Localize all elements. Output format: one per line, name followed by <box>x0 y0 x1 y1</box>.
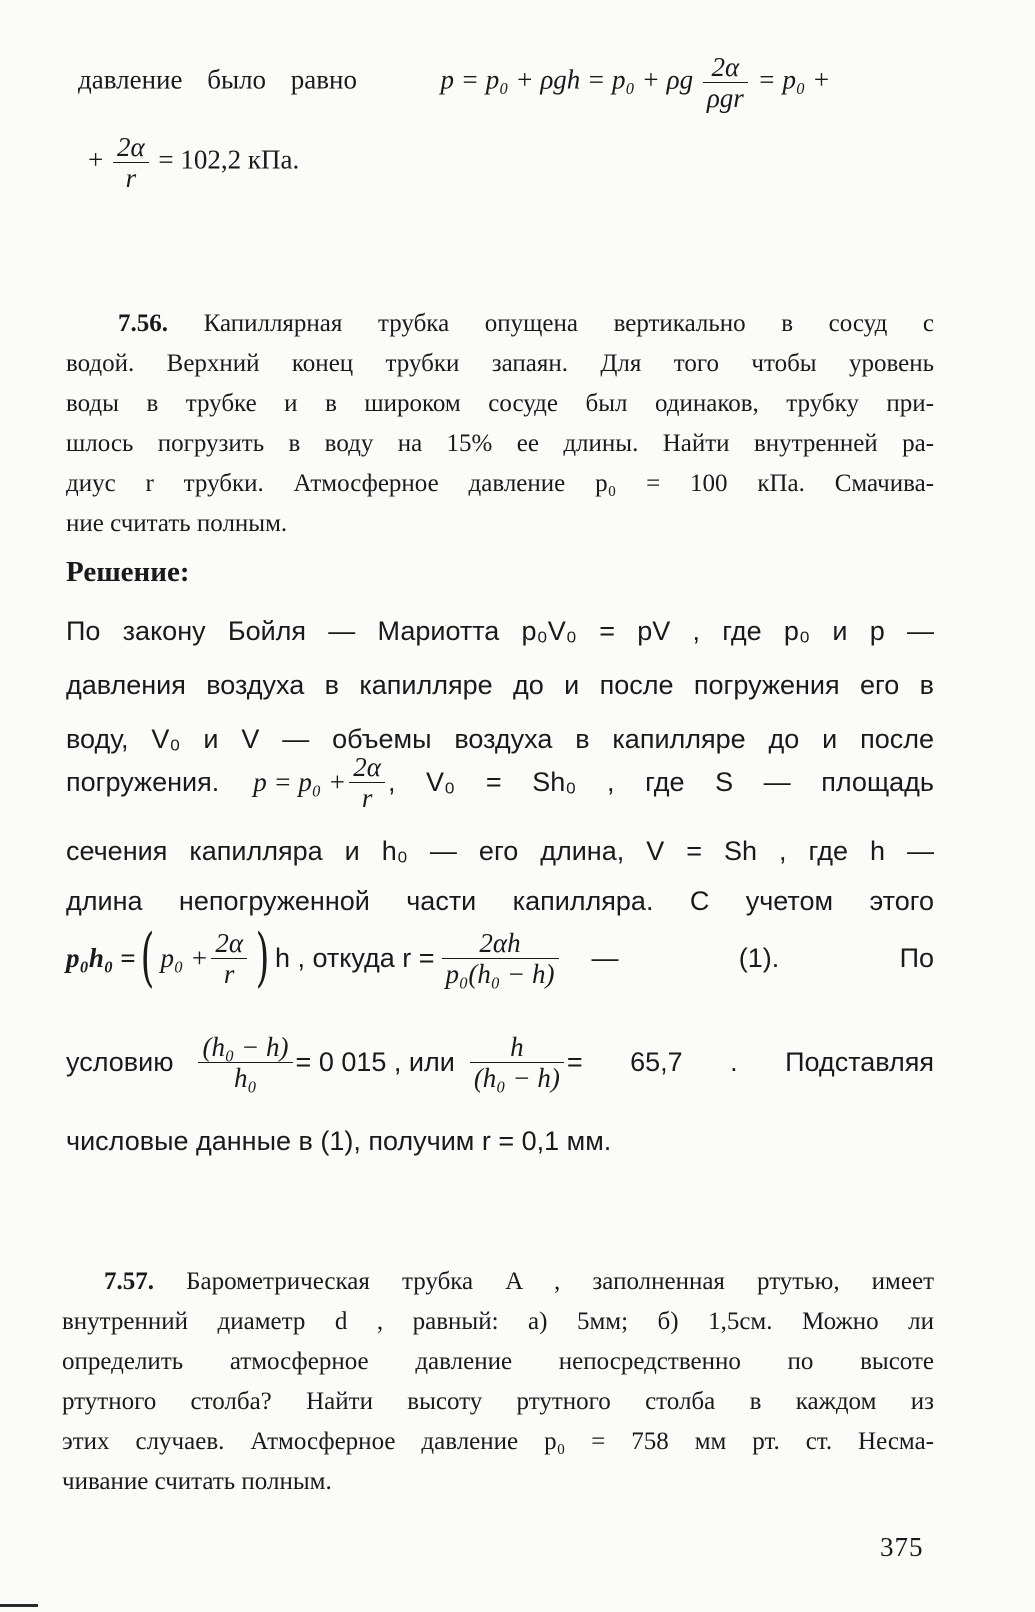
scan-artifact <box>0 1604 38 1607</box>
page-number: 375 <box>880 1532 924 1562</box>
solution-line-1: По закону Бойля — Мариотта p₀V₀ = pV , где p₀ и p — <box>66 616 934 646</box>
solution-line-9: числовые данные в (1), получим r = 0,1 мм. <box>66 1126 612 1156</box>
top-line-1-text: давление было равно <box>78 64 357 95</box>
top-line-2-result: = 102,2 кПа. <box>158 144 300 175</box>
problem-7-56-line-2: водой. Верхний конец трубки запаян. Для того чтобы уровень <box>66 350 934 377</box>
solution-line-6: длина непогруженной части капилляра. С учетом этого <box>66 886 934 916</box>
solution-body <box>66 604 934 766</box>
top-formula-tail: = p₀ + <box>757 64 831 95</box>
solution-line-3: воду, V₀ и V — объемы воздуха в капилляре до и после <box>66 724 934 754</box>
problem-7-57-line-2: внутренний диаметр d , равный: а) 5мм; б) 1,5см. Можно ли <box>62 1308 934 1335</box>
problem-7-57 <box>62 1262 934 1502</box>
solution-line-4: погружения. p = p₀ + $\frac{2\alpha}{r}$ , V₀ = Sh₀ , где S — площадь <box>66 752 934 813</box>
problem-7-56-line-6: ние считать полным. <box>66 510 288 537</box>
solution-line-5: сечения капилляра и h₀ — его длина, V = Sh , где h — <box>66 836 934 866</box>
problem-7-57-line-3: определить атмосферное давление непосредственно по высоте <box>62 1348 934 1375</box>
problem-7-56-line-3: воды в трубке и в широком сосуде был одинаков, трубку при- <box>66 390 934 417</box>
solution-heading: Решение: <box>66 556 190 588</box>
solution-body-2 <box>66 826 934 926</box>
solution-line-7-fraction: $\frac{2\alpha}{r}$ <box>211 928 247 989</box>
solution-line-8: условию $\frac{\text{(h₀ − h)}}{\text{h₀}}$ = 0 015 , или $\frac{h}{\text{(h₀ − h)}}$ = 65,7 . Подставляя <box>66 1032 934 1093</box>
problem-number-757: 7.57. <box>104 1268 154 1295</box>
solution-line-7: p₀h₀ = ( p₀ + $\frac{2\alpha}{r}$ ) h , откуда r = $\frac{2\alpha h}{\text{p₀(h₀ − h)}}$ — (1). По <box>66 921 934 995</box>
problem-7-56-line-4: шлось погрузить в воду на 15% ее длины. Найти внутренней ра- <box>66 430 934 457</box>
problem-7-56 <box>66 304 934 544</box>
top-formula: p = p₀ + ρgh = p₀ + ρg <box>440 64 694 95</box>
problem-number: 7.56. <box>118 310 168 337</box>
problem-7-56-line-1: 7.56. Капиллярная трубка опущена вертикально в сосуд с <box>118 310 935 337</box>
top-line-2-fraction: $\frac{2\alpha}{r}$ <box>113 132 149 193</box>
problem-7-57-line-1: 7.57. Барометрическая трубка A , заполненная ртутью, имеет <box>104 1268 934 1295</box>
top-line-1 <box>78 52 958 122</box>
solution-line-8-fraction-2: $\frac{h}{\text{(h₀ − h)}}$ <box>470 1032 564 1093</box>
problem-7-56-line-5: диус r трубки. Атмосферное давление p₀ = 100 кПа. Смачива- <box>66 470 934 497</box>
solution-line-7-fraction-2: $\frac{2\alpha h}{\text{p₀(h₀ − h)}}$ <box>442 928 559 989</box>
solution-line-2: давления воздуха в капилляре до и после погружения его в <box>66 670 934 700</box>
problem-7-57-line-5: этих случаев. Атмосферное давление p₀ = 758 мм рт. ст. Несма- <box>62 1428 934 1455</box>
top-line-2: + $\frac{2\alpha}{r}$ = 102,2 кПа. <box>88 132 300 193</box>
problem-7-57-line-4: ртутного столба? Найти высоту ртутного столба в каждом из <box>62 1388 934 1415</box>
solution-line-4-fraction: $\frac{2\alpha}{r}$ <box>349 752 385 813</box>
top-formula-fraction: $\frac{2\alpha}{\text{ρgr}}$ <box>703 52 748 113</box>
problem-7-57-line-6: чивание считать полным. <box>62 1468 332 1495</box>
solution-line-8-fraction: $\frac{\text{(h₀ − h)}}{\text{h₀}}$ <box>198 1032 292 1093</box>
